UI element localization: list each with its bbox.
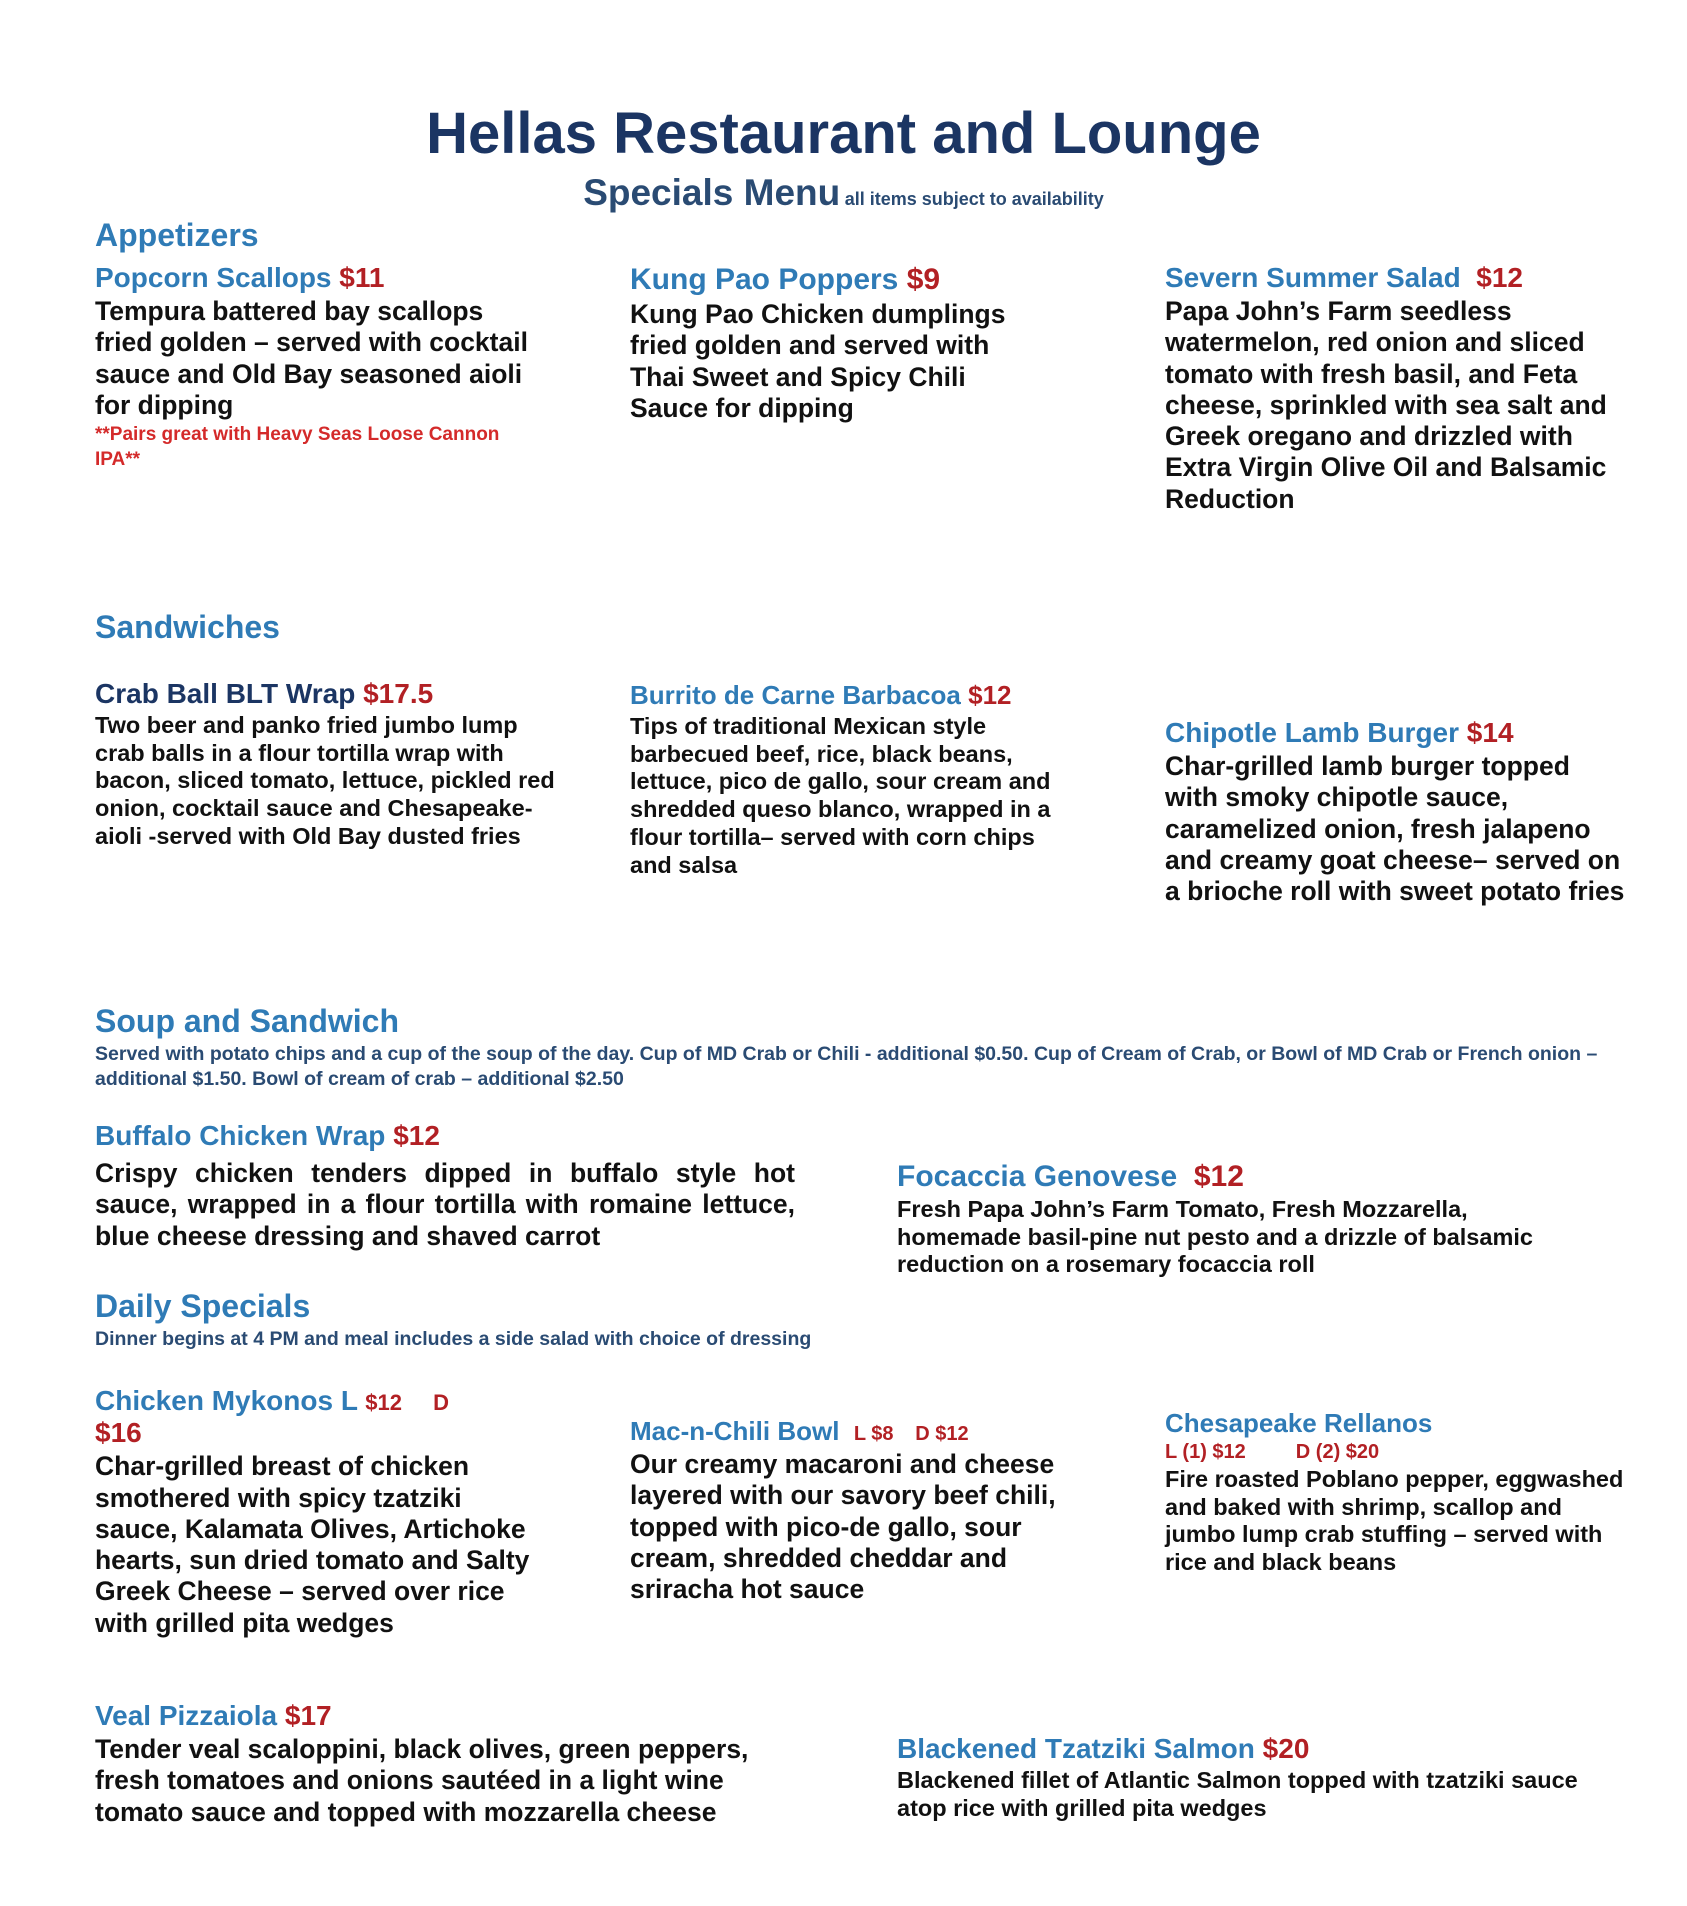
item-name: Burrito de Carne Barbacoa bbox=[630, 680, 961, 710]
item-price: $14 bbox=[1466, 717, 1514, 748]
item-price: $12 bbox=[1476, 262, 1523, 293]
item-description: Fire roasted Poblano pepper, eggwashed and baked with shrimp, scallop and jumbo lump crab stuffing – served with rice and black beans bbox=[1165, 1466, 1624, 1576]
subtitle-row bbox=[0, 172, 1687, 214]
item-name: Kung Pao Poppers bbox=[630, 263, 899, 296]
menu-item bbox=[630, 680, 1070, 879]
dinner-price: D $12 bbox=[915, 1423, 969, 1445]
menu-item bbox=[95, 1700, 815, 1828]
item-name: Mac-n-Chili Bowl bbox=[630, 1416, 840, 1446]
item-price: $20 bbox=[1262, 1733, 1310, 1764]
menu-subtitle: Specials Menu bbox=[583, 172, 841, 213]
daily-specials-heading: Daily Specials bbox=[95, 1288, 311, 1324]
item-price: $12 bbox=[1193, 1160, 1244, 1193]
lunch-price: $12 bbox=[365, 1390, 402, 1415]
item-description: Fresh Papa John’s Farm Tomato, Fresh Mozzarella, homemade basil-pine nut pesto and a drizzle of balsamic reduction on a rosemary focaccia roll bbox=[897, 1196, 1533, 1278]
menu-item bbox=[95, 678, 555, 851]
menu-item bbox=[1165, 717, 1630, 907]
item-description: Tempura battered bay scallops fried golden – served with cocktail sauce and Old Bay seasoned aioli for dipping bbox=[95, 296, 528, 420]
menu-item bbox=[95, 1385, 535, 1639]
item-description: Tender veal scaloppini, black olives, green peppers, fresh tomatoes and onions sautéed in a light wine tomato sauce and topped with mozzarella cheese bbox=[95, 1734, 749, 1827]
menu-item bbox=[630, 1416, 1070, 1605]
item-description: Kung Pao Chicken dumplings fried golden and served with Thai Sweet and Spicy Chili Sauce for dipping bbox=[630, 299, 1006, 423]
dinner-price: D (2) $20 bbox=[1295, 1441, 1380, 1463]
item-name: Focaccia Genovese bbox=[897, 1160, 1178, 1193]
item-name: Chesapeake Rellanos bbox=[1165, 1408, 1433, 1438]
menu-item bbox=[897, 1733, 1597, 1822]
item-price: $17.5 bbox=[363, 678, 434, 709]
item-name: Popcorn Scallops bbox=[95, 262, 332, 293]
menu-item bbox=[1165, 1408, 1625, 1577]
item-description: Tips of traditional Mexican style barbecued beef, rice, black beans, lettuce, pico de gallo, sour cream and shredded queso blanco, wrapped in a flour tortilla– served with corn chips and salsa bbox=[630, 713, 1051, 878]
item-price: $12 bbox=[968, 680, 1012, 710]
item-name: Veal Pizzaiola bbox=[95, 1700, 278, 1731]
item-description: Crispy chicken tenders dipped in buffalo style hot sauce, wrapped in a flour tortilla with romaine lettuce, blue cheese dressing and shaved carrot bbox=[95, 1158, 795, 1251]
item-description: Papa John’s Farm seedless watermelon, red onion and sliced tomato with fresh basil, and Feta cheese, sprinkled with sea salt and Greek oregano and drizzled with Extra Virgin Olive Oil and Balsamic Reduction bbox=[1165, 296, 1607, 514]
item-name: Blackened Tzatziki Salmon bbox=[897, 1733, 1255, 1764]
lunch-price: L (1) $12 bbox=[1165, 1441, 1246, 1463]
soup-sandwich-info: Served with potato chips and a cup of the soup of the day. Cup of MD Crab or Chili - additional $0.50. Cup of Cream of Crab, or Bowl of MD Crab or French onion – additional $1.50. Bowl of cream of crab – additional $2.50 bbox=[95, 1043, 1598, 1091]
menu-item bbox=[630, 263, 1050, 424]
item-price: $9 bbox=[906, 263, 941, 296]
appetizers-heading: Appetizers bbox=[95, 217, 259, 253]
menu-item bbox=[95, 262, 535, 472]
item-description: Our creamy macaroni and cheese layered with our savory beef chili, topped with pico-de gallo, sour cream, shredded cheddar and sriracha hot sauce bbox=[630, 1449, 1056, 1605]
lunch-price: L $8 bbox=[853, 1423, 894, 1445]
dinner-label: D bbox=[433, 1390, 449, 1415]
item-price: $11 bbox=[339, 262, 385, 293]
soup-sandwich-heading: Soup and Sandwich bbox=[95, 1003, 400, 1039]
daily-specials-info: Dinner begins at 4 PM and meal includes a side salad with choice of dressing bbox=[95, 1328, 812, 1350]
item-name: Crab Ball BLT Wrap bbox=[95, 678, 356, 709]
item-name: Severn Summer Salad bbox=[1165, 262, 1461, 293]
item-name: Chipotle Lamb Burger bbox=[1165, 717, 1460, 748]
item-name: Buffalo Chicken Wrap bbox=[95, 1120, 386, 1151]
lunch-label: L bbox=[340, 1385, 358, 1416]
menu-item bbox=[1165, 262, 1615, 515]
dinner-price: $16 bbox=[95, 1417, 142, 1449]
item-price: $17 bbox=[284, 1700, 332, 1731]
item-description: Char-grilled lamb burger topped with smoky chipotle sauce, caramelized onion, fresh jalapeno and creamy goat cheese– served on a brioche roll with sweet potato fries bbox=[1165, 751, 1625, 907]
item-description: Blackened fillet of Atlantic Salmon topped with tzatziki sauce atop rice with grilled pita wedges bbox=[897, 1767, 1578, 1821]
item-description: Char-grilled breast of chicken smothered with spicy tzatziki sauce, Kalamata Olives, Artichoke hearts, sun dried tomato and Salty Greek Cheese – served over rice with grilled pita wedges bbox=[95, 1451, 530, 1638]
sandwiches-heading: Sandwiches bbox=[95, 609, 280, 645]
item-name: Chicken Mykonos bbox=[95, 1385, 334, 1416]
pairing-note: **Pairs great with Heavy Seas Loose Cannon IPA** bbox=[95, 424, 500, 470]
item-price: $12 bbox=[393, 1120, 440, 1151]
restaurant-title: Hellas Restaurant and Lounge bbox=[426, 101, 1261, 166]
menu-item bbox=[95, 1120, 795, 1252]
item-description: Two beer and panko fried jumbo lump crab balls in a flour tortilla wrap with bacon, sliced tomato, lettuce, pickled red onion, cocktail sauce and Chesapeake-aioli -served with Old Bay dusted fries bbox=[95, 712, 555, 849]
menu-item bbox=[897, 1160, 1597, 1279]
availability-note: all items subject to availability bbox=[844, 189, 1104, 209]
